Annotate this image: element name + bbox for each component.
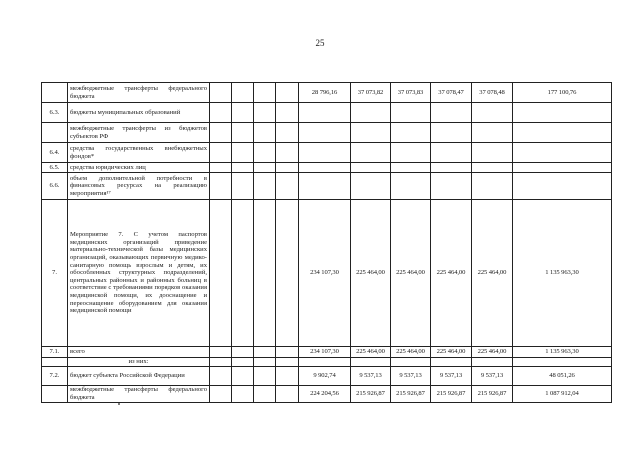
empty-cell [232, 386, 254, 403]
year-value: 225 464,00 [351, 347, 391, 358]
year-value: 225 464,00 [351, 200, 391, 347]
empty-cell [232, 83, 254, 103]
empty-cell [276, 358, 299, 367]
row-total-value [513, 173, 612, 200]
table-row [42, 367, 612, 386]
table-row [42, 143, 612, 163]
year-value: 9 537,13 [431, 367, 472, 386]
table-row [42, 173, 612, 200]
empty-cell [254, 347, 276, 358]
table-row [42, 386, 612, 403]
table-row [42, 163, 612, 173]
empty-cell [232, 143, 254, 163]
year-value: 9 902,74 [299, 367, 351, 386]
row-total-value [513, 163, 612, 173]
year-value: 234 107,30 [299, 200, 351, 347]
empty-cell [210, 143, 232, 163]
year-value [431, 143, 472, 163]
empty-cell [254, 200, 276, 347]
year-value [299, 123, 351, 143]
row-number: 7.2. [42, 367, 68, 386]
row-description: межбюджетные трансферты из бюджетов субъектов РФ [68, 123, 210, 143]
empty-cell [276, 83, 299, 103]
row-description: всего [68, 347, 210, 358]
row-total-value: 1 135 963,30 [513, 200, 612, 347]
year-value: 215 926,87 [391, 386, 431, 403]
empty-cell [232, 367, 254, 386]
empty-cell [210, 103, 232, 123]
empty-cell [232, 358, 254, 367]
row-total-value: 1 135 963,30 [513, 347, 612, 358]
year-value [391, 103, 431, 123]
table-row [42, 358, 612, 367]
year-value: 9 537,13 [472, 367, 513, 386]
year-value [299, 143, 351, 163]
empty-cell [254, 143, 276, 163]
empty-cell [254, 83, 276, 103]
empty-cell [210, 83, 232, 103]
table-body [42, 83, 612, 403]
year-value: 224 204,56 [299, 386, 351, 403]
row-description: бюджеты муниципальных образований [68, 103, 210, 123]
year-value [351, 163, 391, 173]
year-value: 37 078,47 [431, 83, 472, 103]
year-value [472, 143, 513, 163]
row-description: межбюджетные трансферты федерального бюджета [68, 83, 210, 103]
empty-cell [254, 163, 276, 173]
table-row [42, 123, 612, 143]
year-value [472, 163, 513, 173]
year-value [472, 173, 513, 200]
empty-cell [276, 163, 299, 173]
year-value [391, 163, 431, 173]
row-description: средства государственных внебюджетных фондов* [68, 143, 210, 163]
empty-cell [210, 386, 232, 403]
year-value [351, 173, 391, 200]
table-row [42, 103, 612, 123]
year-value: 37 078,48 [472, 83, 513, 103]
year-value: 215 926,87 [431, 386, 472, 403]
year-value [431, 123, 472, 143]
row-number [42, 386, 68, 403]
empty-cell [276, 123, 299, 143]
row-total-value: 1 087 912,04 [513, 386, 612, 403]
year-value [299, 163, 351, 173]
row-total-value [513, 143, 612, 163]
budget-table [41, 82, 612, 403]
year-value [391, 143, 431, 163]
empty-cell [254, 173, 276, 200]
year-value: 225 464,00 [431, 347, 472, 358]
empty-cell [232, 123, 254, 143]
row-number: 6.3. [42, 103, 68, 123]
row-number: 7. [42, 200, 68, 347]
scan-dot [118, 403, 120, 405]
year-value [351, 103, 391, 123]
year-value: 9 537,13 [391, 367, 431, 386]
year-value: 37 073,82 [351, 83, 391, 103]
row-total-value [513, 123, 612, 143]
empty-cell [210, 173, 232, 200]
row-description: межбюджетные трансферты федерального бюджета [68, 386, 210, 403]
row-number: 6.4. [42, 143, 68, 163]
table-row [42, 83, 612, 103]
row-description: бюджет субъекта Российской Федерации [68, 367, 210, 386]
year-value [431, 358, 472, 367]
row-number: 6.5. [42, 163, 68, 173]
row-total-value: 177 100,76 [513, 83, 612, 103]
empty-cell [232, 173, 254, 200]
row-number: 6.6. [42, 173, 68, 200]
year-value [299, 358, 351, 367]
empty-cell [254, 386, 276, 403]
empty-cell [210, 347, 232, 358]
year-value: 28 796,16 [299, 83, 351, 103]
year-value: 225 464,00 [472, 200, 513, 347]
row-total-value [513, 358, 612, 367]
empty-cell [254, 123, 276, 143]
row-total-value [513, 103, 612, 123]
page-number: 25 [315, 38, 325, 48]
row-number [42, 123, 68, 143]
empty-cell [232, 347, 254, 358]
row-description: объем дополнительной потребности в финансовых ресурсах на реализацию мероприятия¹⁷ [68, 173, 210, 200]
year-value [472, 358, 513, 367]
row-number [42, 358, 68, 367]
year-value [391, 173, 431, 200]
empty-cell [210, 367, 232, 386]
empty-cell [232, 200, 254, 347]
year-value [431, 163, 472, 173]
empty-cell [276, 200, 299, 347]
row-description: из них: [68, 358, 210, 367]
year-value: 37 073,83 [391, 83, 431, 103]
row-description: средства юридических лиц [68, 163, 210, 173]
row-number: 7.1. [42, 347, 68, 358]
year-value [391, 358, 431, 367]
year-value [472, 123, 513, 143]
year-value: 225 464,00 [472, 347, 513, 358]
year-value [472, 103, 513, 123]
year-value: 225 464,00 [431, 200, 472, 347]
empty-cell [210, 358, 232, 367]
empty-cell [276, 173, 299, 200]
empty-cell [210, 200, 232, 347]
row-total-value: 48 051,26 [513, 367, 612, 386]
year-value [351, 143, 391, 163]
year-value: 225 464,00 [391, 200, 431, 347]
year-value: 225 464,00 [391, 347, 431, 358]
empty-cell [276, 143, 299, 163]
empty-cell [232, 163, 254, 173]
year-value [299, 173, 351, 200]
year-value [351, 123, 391, 143]
row-number [42, 83, 68, 103]
empty-cell [254, 367, 276, 386]
empty-cell [210, 123, 232, 143]
empty-cell [254, 358, 276, 367]
year-value [391, 123, 431, 143]
row-description: Мероприятие 7. С учетом паспортов медицинских организаций приведение материально-технической базы медицинских организаций, оказывающих первичную медико-санитарную помощь взрослым и детям, их обособленных структурных подразделений, центральных районных и районных больниц в соответствие с требованиями порядков оказания медицинской помощи, их дооснащение и переоснащение оборудованием для оказания медицинской помощи [68, 200, 210, 347]
year-value: 215 926,87 [472, 386, 513, 403]
empty-cell [276, 367, 299, 386]
empty-cell [254, 103, 276, 123]
year-value [431, 103, 472, 123]
empty-cell [232, 103, 254, 123]
year-value: 234 107,30 [299, 347, 351, 358]
empty-cell [276, 386, 299, 403]
year-value: 215 926,87 [351, 386, 391, 403]
year-value: 9 537,13 [351, 367, 391, 386]
year-value [351, 358, 391, 367]
year-value [431, 173, 472, 200]
table-row [42, 200, 612, 347]
table-row [42, 347, 612, 358]
empty-cell [276, 347, 299, 358]
empty-cell [210, 163, 232, 173]
empty-cell [276, 103, 299, 123]
year-value [299, 103, 351, 123]
